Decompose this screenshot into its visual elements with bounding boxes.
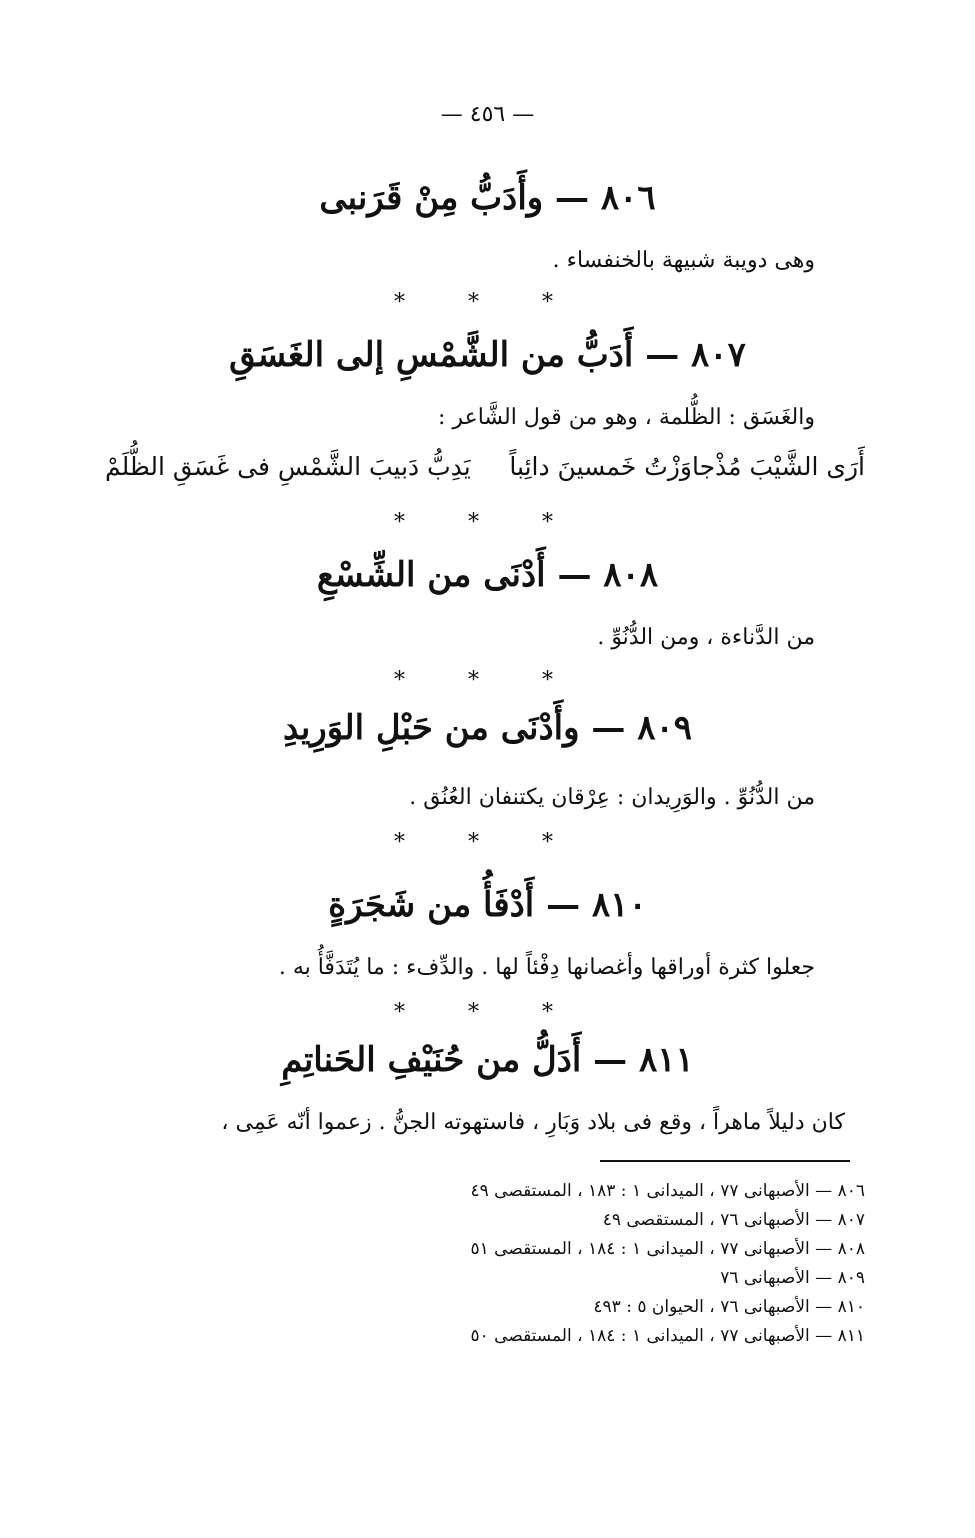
page-number: — ٤٥٦ — [440, 102, 535, 127]
footnote-809: ٨٠٩ — الأصبهانى ٧٦ [720, 1268, 865, 1288]
footnote-divider [600, 1160, 850, 1162]
proverb-explanation-808: من الدَّناءة ، ومن الدُّنُوِّ . [597, 625, 815, 650]
proverb-heading-806: ٨٠٦ — وأَدَبُّ مِنْ قَرَنبى [319, 178, 656, 218]
footnote-811: ٨١١ — الأصبهانى ٧٧ ، الميدانى ١ : ١٨٤ ، المستقصى ٥٠ [470, 1326, 865, 1346]
proverb-heading-810: ٨١٠ — أَدْفَأُ من شَجَرَةٍ [328, 885, 647, 925]
proverb-explanation-810: جعلوا كثرة أوراقها وأغصانها دِفْئاً لها . والدِّفء : ما يُتَدَفَّأُ به . [278, 955, 815, 980]
footnote-810: ٨١٠ — الأصبهانى ٧٦ ، الحيوان ٥ : ٤٩٣ [593, 1297, 865, 1317]
separator-stars: * * * [394, 1000, 581, 1025]
footnote-808: ٨٠٨ — الأصبهانى ٧٧ ، الميدانى ١ : ١٨٤ ، المستقصى ٥١ [470, 1239, 865, 1259]
separator-stars: * * * [394, 510, 581, 535]
proverb-heading-809: ٨٠٩ — وأَدْنَى من حَبْلِ الوَرِيدِ [282, 708, 692, 748]
poem-verse [105, 452, 865, 481]
footnote-807: ٨٠٧ — الأصبهانى ٧٦ ، المستقصى ٤٩ [602, 1210, 865, 1230]
separator-stars: * * * [394, 290, 581, 315]
proverb-heading-811: ٨١١ — أَدَلُّ من حُنَيْفِ الحَناتِمِ [281, 1040, 694, 1080]
proverb-heading-808: ٨٠٨ — أَدْنَى من الشِّسْعِ [316, 555, 659, 595]
verse-first-hemistich: أَرَى الشَّيْبَ مُذْجاوَزْتُ خَمسينَ دائِباً [509, 452, 865, 481]
footnote-806: ٨٠٦ — الأصبهانى ٧٧ ، الميدانى ١ : ١٨٣ ، المستقصى ٤٩ [470, 1181, 865, 1201]
separator-stars: * * * [394, 668, 581, 693]
proverb-heading-807: ٨٠٧ — أَدَبُّ من الشَّمْسِ إلى الغَسَقِ [229, 335, 746, 375]
proverb-explanation-806: وهى دويبة شبيهة بالخنفساء . [552, 248, 815, 273]
proverb-explanation-807: والغَسَق : الظُّلمة ، وهو من قول الشَّاعر : [438, 405, 815, 430]
footnotes [345, 1177, 865, 1351]
separator-stars: * * * [394, 830, 581, 855]
verse-second-hemistich: يَدِبُّ دَبيبَ الشَّمْسِ فى غَسَقِ الظُّلَمْ [105, 452, 471, 481]
proverb-explanation-811: كان دليلاً ماهراً ، وقع فى بلاد وَبَارِ ، فاستهوته الجنُّ . زعموا أنّه عَمِى ، [221, 1110, 845, 1135]
proverb-explanation-809: من الدُّنُوِّ . والوَرِيدان : عِرْقان يكتنفان العُنُق . [409, 785, 815, 810]
